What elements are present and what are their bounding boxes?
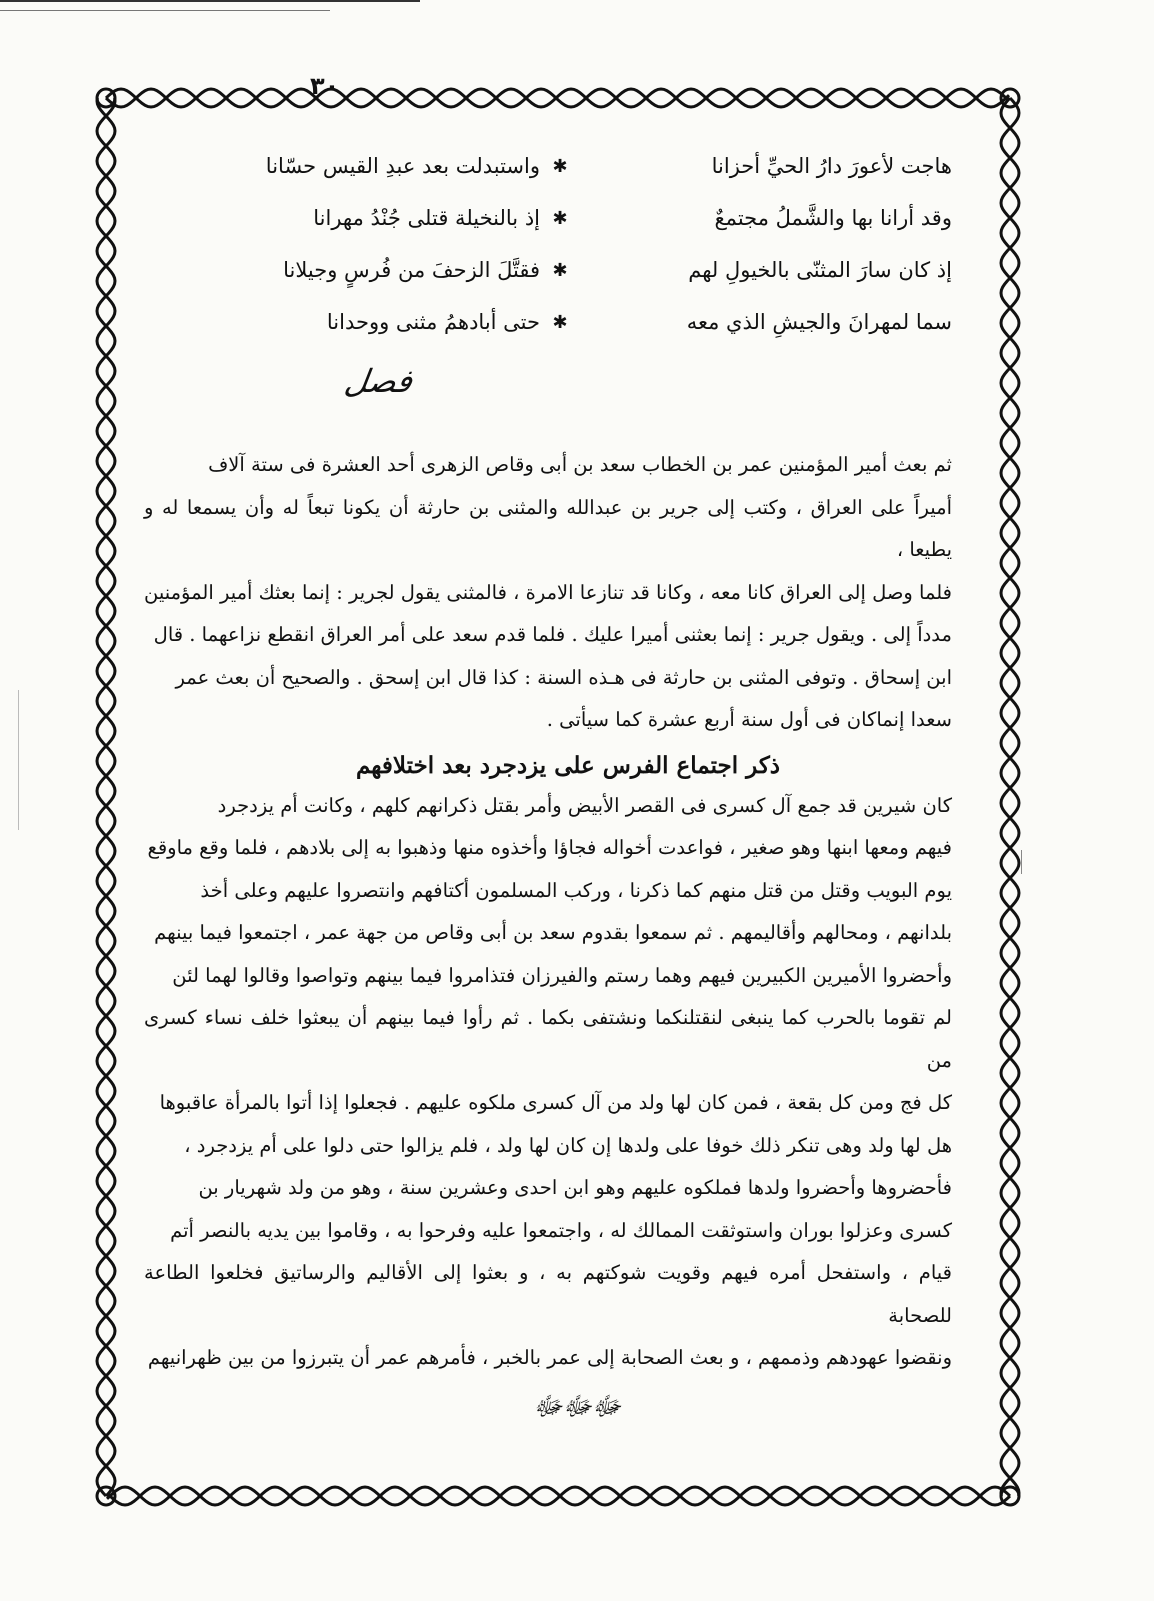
text-line: ونقضوا عهودهم وذممهم ، و بعث الصحابة إلى عمر بالخبر ، فأمرهم عمر أن يتبرزوا من بين ظهرانيهم bbox=[147, 1346, 952, 1369]
verse-separator-star: ✱ bbox=[552, 207, 568, 229]
chapter-heading: ذكر اجتماع الفرس على يزدجرد بعد اختلافهم bbox=[355, 751, 781, 779]
text-line: هل لها ولد وهى تنكر ذلك خوفا على ولدها إن كان لها ولد ، فلم يزالوا حتى دلوا على أم يزدجرد ، bbox=[184, 1133, 952, 1157]
poem bbox=[144, 140, 952, 348]
end-ornament: ﷻﷻﷻ bbox=[532, 1392, 622, 1422]
text-line: ثم بعث أمير المؤمنين عمر بن الخطاب سعد بن أبى وقاص الزهرى أحد العشرة فى ستة آلاف bbox=[208, 453, 952, 476]
text-line: قيام ، واستفحل أمره فيهم وقويت شوكتهم به ، و بعثوا إلى الأقاليم والرساتيق فخلعوا الطاعة للصحابة bbox=[144, 1261, 952, 1327]
text-line: كسرى وعزلوا بوران واستوثقت الممالك له ، واجتمعوا عليه وفرحوا به ، وقاموا بين يديه بالنصر أتم bbox=[170, 1218, 952, 1242]
text-line: وأحضروا الأميرين الكبيرين فيهم وهما رستم والفيرزان فتذامروا فيما بينهم وتواصوا وقالوا لهما لئن bbox=[172, 963, 952, 987]
hemistich-first: إذ كان سارَ المثنّى بالخيولِ لهم bbox=[688, 258, 952, 282]
poem-verse bbox=[144, 244, 952, 296]
paragraph-sad-appointment bbox=[144, 444, 952, 742]
page-number: ٣٠ bbox=[310, 72, 340, 100]
section-mark-fasl: فصل bbox=[342, 362, 415, 400]
text-line: مدداً إلى . ويقول جرير : إنما بعثنى أميرا عليك . فلما قدم سعد على أمر العراق انقطع نزاعهما . قال bbox=[153, 623, 952, 646]
text-line: فأحضروها وأحضروا ولدها فملكوه عليهم وهو ابن احدى وعشرين سنة ، وهو من ولد شهريار بن bbox=[198, 1176, 952, 1199]
text-line: يوم البويب وقتل من قتل منهم كما ذكرنا ، وركب المسلمون أكتافهم وانتصروا عليهم وعلى أخذ bbox=[200, 878, 952, 902]
hemistich-first: وقد أرانا بها والشَّملُ مجتمعٌ bbox=[714, 206, 952, 230]
border-corner-knot bbox=[1001, 89, 1019, 107]
verse-separator-star: ✱ bbox=[552, 311, 568, 333]
poem-verse bbox=[144, 296, 952, 348]
page-body bbox=[144, 140, 952, 1380]
verse-separator-star: ✱ bbox=[552, 155, 568, 177]
text-line: لم تقوما بالحرب كما ينبغى لنقتلنكما ونشتفى بكما . ثم رأوا فيما بينهم أن يبعثوا خلف نساء كسرى من bbox=[144, 1006, 952, 1072]
text-line: فيهم ومعها ابنها وهو صغير ، فواعدت أخواله فجاؤا وأخذوه منها وذهبوا به إلى بلادهم ، فلما وقع ماوقع bbox=[147, 836, 952, 859]
border-strand bbox=[107, 1487, 1010, 1505]
text-line: أميراً على العراق ، وكتب إلى جرير بن عبدالله والمثنى بن حارثة أن يكونا تبعاً له وأن يسمعا له و يطيعا ، bbox=[144, 495, 952, 561]
text-line: ابن إسحاق . وتوفى المثنى بن حارثة فى هـذه السنة : كذا قال ابن إسحق . والصحيح أن بعث عمر bbox=[175, 665, 952, 689]
verse-separator-star: ✱ bbox=[552, 259, 568, 281]
scan-margin-mark bbox=[18, 690, 19, 830]
poem-verse bbox=[144, 140, 952, 192]
hemistich-second: فقتَّلَ الزحفَ من فُرسٍ وجيلانا bbox=[283, 258, 540, 282]
hemistich-second: واستبدلت بعد عبدِ القيس حسّانا bbox=[265, 154, 540, 178]
text-line: سعدا إنماكان فى أول سنة أربع عشرة كما سيأتى . bbox=[546, 708, 952, 731]
border-strand bbox=[106, 89, 1009, 107]
hemistich-second: إذ بالنخيلة قتلى جُنْدُ مهرانا bbox=[313, 206, 540, 230]
scan-top-rule bbox=[0, 0, 420, 2]
poem-verse bbox=[144, 192, 952, 244]
scan-top-rule-thin bbox=[0, 10, 330, 11]
text-line: كل فج ومن كل بقعة ، فمن كان لها ولد من آل كسرى ملكوه عليهم . فجعلوا إذا أتوا بالمرأة عاقبوها bbox=[159, 1091, 952, 1114]
hemistich-second: حتى أبادهمُ مثنى ووحدانا bbox=[326, 310, 540, 334]
text-line: فلما وصل إلى العراق كانا معه ، وكانا قد تنازعا الامرة ، فالمثنى يقول لجرير : إنما بعثك أمير المؤمنين bbox=[143, 580, 952, 604]
text-line: بلدانهم ، ومحالهم وأقاليمهم . ثم سمعوا بقدوم سعد بن أبى وقاص من جهة عمر ، اجتمعوا فيما بينهم bbox=[154, 921, 952, 944]
hemistich-first: سما لمهرانَ والجيشِ الذي معه bbox=[686, 310, 952, 334]
hemistich-first: هاجت لأعورَ دارُ الحيِّ أحزانا bbox=[711, 154, 952, 178]
paragraph-yazdegerd bbox=[144, 785, 952, 1380]
text-line: كان شيرين قد جمع آل كسرى فى القصر الأبيض وأمر بقتل ذكرانهم كلهم ، وكانت أم يزدجرد bbox=[217, 793, 952, 817]
